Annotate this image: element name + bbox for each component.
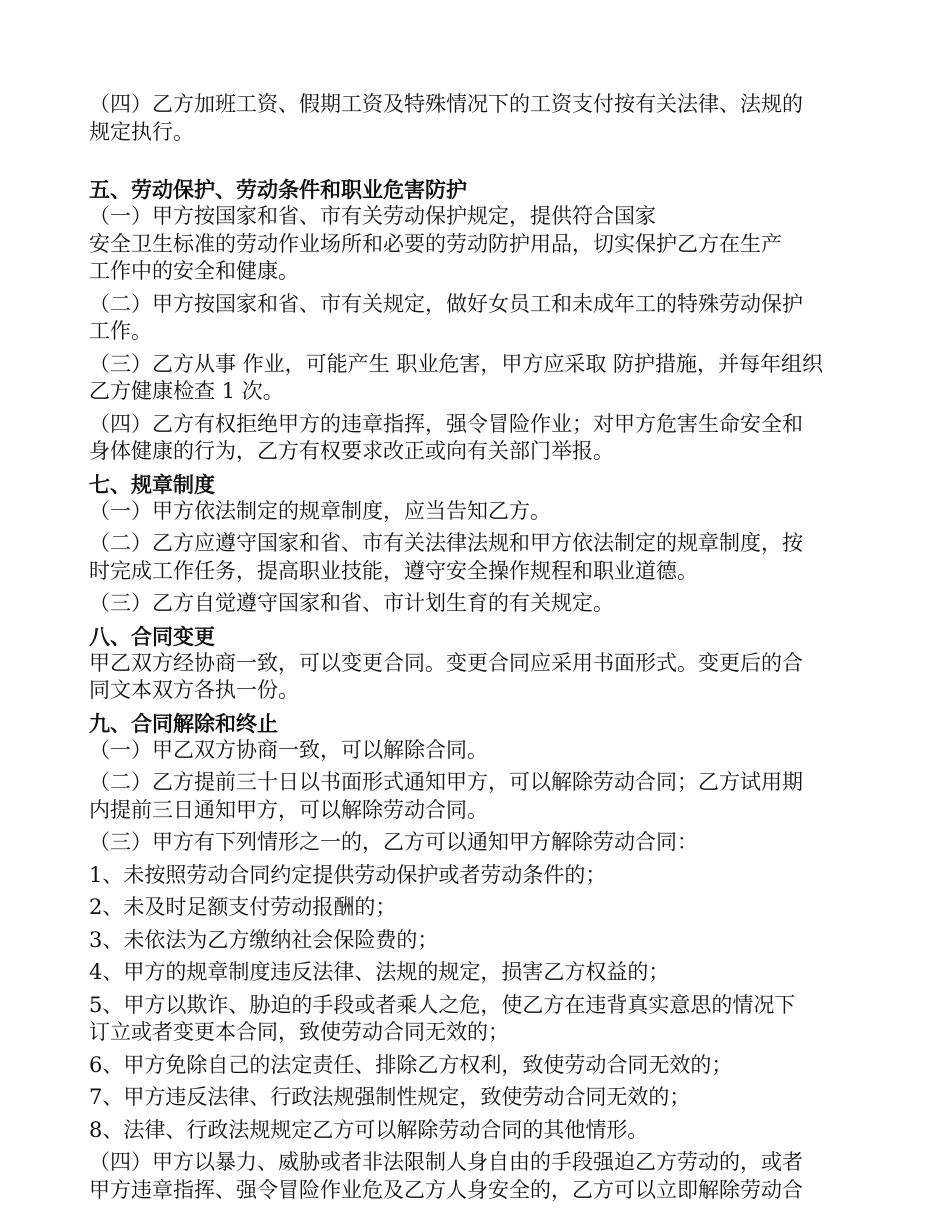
section-heading: 九、合同解除和终止 xyxy=(89,710,278,736)
paragraph-line: 5、甲方以欺诈、胁迫的手段或者乘人之危，使乙方在违背真实意思的情况下 xyxy=(89,992,796,1017)
paragraph-line: 身体健康的行为，乙方有权要求改正或向有关部门举报。 xyxy=(89,439,614,463)
paragraph-line: 3、未依法为乙方缴纳社会保险费的； xyxy=(89,927,439,952)
paragraph-line: 内提前三日通知甲方，可以解除劳动合同。 xyxy=(89,797,488,822)
paragraph-line: （四）甲方以暴力、威胁或者非法限制人身自由的手段强迫乙方劳动的，或者 xyxy=(89,1150,803,1174)
list-item xyxy=(89,1084,864,1112)
section-8 xyxy=(89,623,864,705)
paragraph-line: 6、甲方免除自己的法定责任、排除乙方权利，致使劳动合同无效的； xyxy=(89,1052,733,1077)
paragraph xyxy=(89,351,864,406)
list-item xyxy=(89,862,864,890)
list-item xyxy=(89,959,864,987)
paragraph-line: （二）乙方提前三十日以书面形式通知甲方，可以解除劳动合同；乙方试用期 xyxy=(89,770,803,794)
list-item xyxy=(89,927,864,955)
section-9 xyxy=(89,710,864,1205)
paragraph-line: 7、甲方违反法律、行政法规强制性规定，致使劳动合同无效的； xyxy=(89,1085,691,1109)
paragraph-line: 订立或者变更本合同，致使劳动合同无效的； xyxy=(89,1020,509,1044)
paragraph-line: （三）甲方有下列情形之一的，乙方可以通知甲方解除劳动合同： xyxy=(89,830,698,854)
paragraph xyxy=(89,829,864,857)
paragraph-line: （四）乙方加班工资、假期工资及特殊情况下的工资支付按有关法律、法规的 xyxy=(89,92,803,116)
list-item xyxy=(89,894,864,922)
paragraph xyxy=(89,530,864,585)
paragraph-line: 4、甲方的规章制度违反法律、法规的规定，损害乙方权益的； xyxy=(89,960,670,984)
document-page xyxy=(89,91,864,1209)
paragraph xyxy=(89,650,864,705)
paragraph xyxy=(89,411,864,466)
paragraph-line: 安全卫生标准的劳动作业场所和必要的劳动防护用品，切实保护乙方在生产 xyxy=(89,231,782,256)
section-spacer xyxy=(89,151,864,176)
paragraph-line: 规定执行。 xyxy=(89,119,194,144)
section-5 xyxy=(89,176,864,466)
section-heading: 八、合同变更 xyxy=(89,623,215,649)
paragraph-line: （二）甲方按国家和省、市有关规定，做好女员工和未成年工的特殊劳动保护 xyxy=(89,291,803,316)
paragraph xyxy=(89,203,864,286)
paragraph xyxy=(89,737,864,765)
paragraph-line: （四）乙方有权拒绝甲方的违章指挥，强令冒险作业；对甲方危害生命安全和 xyxy=(89,411,803,436)
section-7 xyxy=(89,471,864,618)
paragraph-line: 8、法律、行政法规规定乙方可以解除劳动合同的其他情形。 xyxy=(89,1117,649,1142)
paragraph-line: 时完成工作任务，提高职业技能，遵守安全操作规程和职业道德。 xyxy=(89,558,698,583)
paragraph-line: 甲方违章指挥、强令冒险作业危及乙方人身安全的，乙方可以立即解除劳动合 xyxy=(89,1177,803,1202)
paragraph xyxy=(89,1149,864,1204)
paragraph-line: 同文本双方各执一份。 xyxy=(89,678,299,702)
paragraph-line: （一）甲方按国家和省、市有关劳动保护规定，提供符合国家 xyxy=(89,204,656,228)
list-item xyxy=(89,992,864,1047)
paragraph xyxy=(89,769,864,824)
paragraph-line: （三）乙方自觉遵守国家和省、市计划生育的有关规定。 xyxy=(89,591,614,615)
paragraph xyxy=(89,590,864,618)
paragraph-line: （一）甲乙双方协商一致，可以解除合同。 xyxy=(89,737,488,762)
paragraph-line: （二）乙方应遵守国家和省、市有关法律法规和甲方依法制定的规章制度，按 xyxy=(89,531,803,555)
paragraph xyxy=(89,498,864,526)
paragraph-line: 工作。 xyxy=(89,319,152,343)
paragraph-line: （三）乙方从事 作业，可能产生 职业危害，甲方应采取 防护措施，并每年组织 xyxy=(89,351,824,376)
paragraph xyxy=(89,291,864,346)
paragraph-line: 乙方健康检查 1 次。 xyxy=(89,379,284,403)
paragraph-line: 2、未及时足额支付劳动报酬的； xyxy=(89,895,397,919)
intro-paragraph xyxy=(89,91,864,146)
list-item xyxy=(89,1052,864,1080)
paragraph-line: 甲乙双方经协商一致，可以变更合同。变更合同应采用书面形式。变更后的合 xyxy=(89,650,803,675)
paragraph-line: 1、未按照劳动合同约定提供劳动保护或者劳动条件的； xyxy=(89,862,607,887)
paragraph-line: 工作中的安全和健康。 xyxy=(89,259,299,283)
paragraph-line: （一）甲方依法制定的规章制度，应当告知乙方。 xyxy=(89,498,551,523)
list-item xyxy=(89,1117,864,1145)
section-heading: 七、规章制度 xyxy=(89,471,215,497)
section-heading: 五、劳动保护、劳动条件和职业危害防护 xyxy=(89,177,467,202)
